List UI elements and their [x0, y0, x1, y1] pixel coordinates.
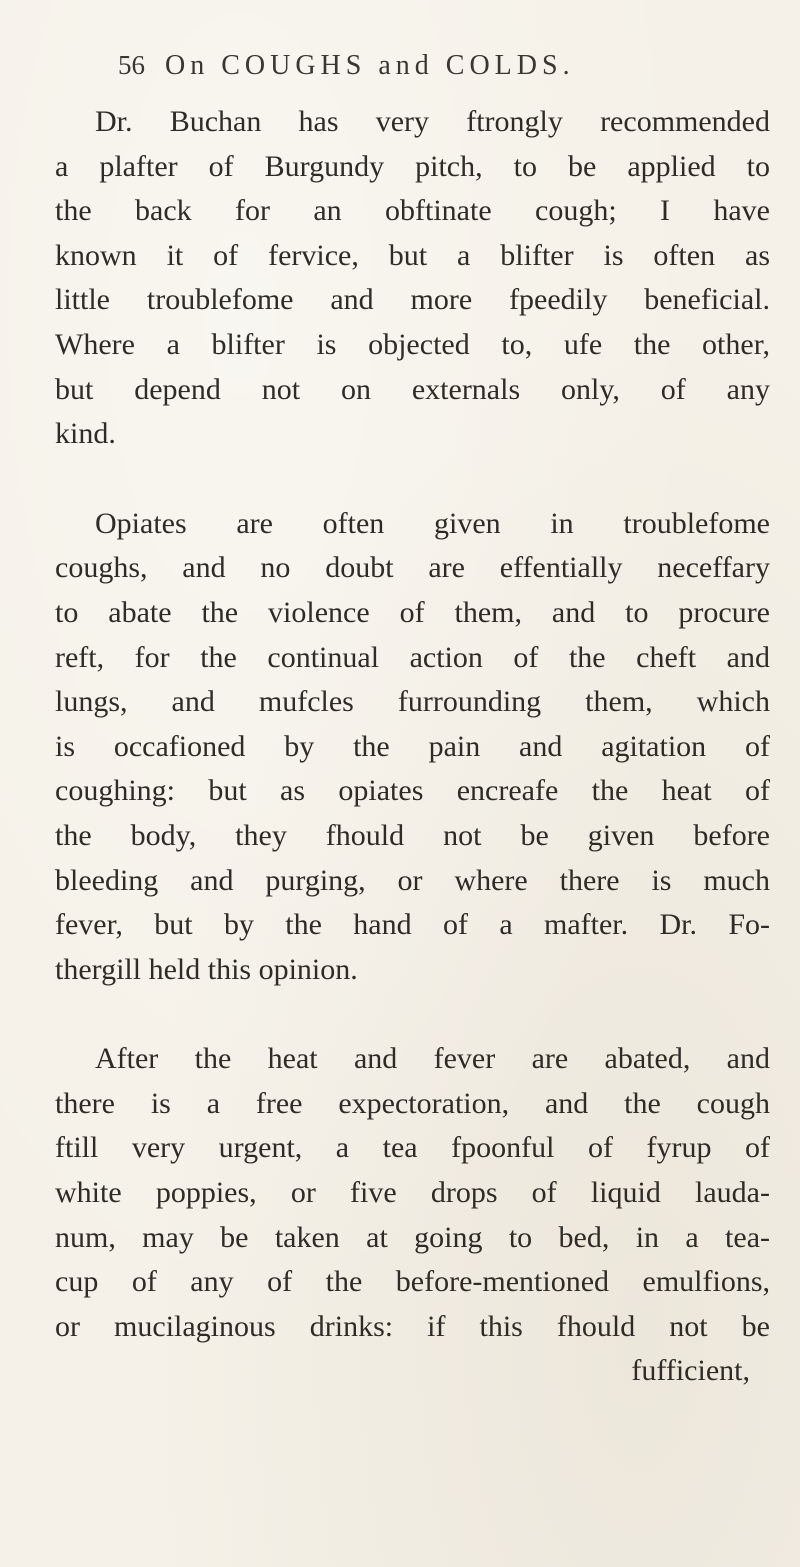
text-line: ftill very urgent, a tea fpoonful of fyrup of	[55, 1131, 770, 1165]
text-line: known it of fervice, but a blifter is often as	[55, 238, 770, 272]
text-line: Opiates are often given in troublefome	[95, 506, 770, 540]
text-line: the body, they fhould not be given before	[55, 818, 770, 852]
catchword: fufficient,	[631, 1354, 750, 1388]
text-line: little troublefome and more fpeedily beneficial.	[55, 283, 770, 317]
page-header	[118, 50, 678, 82]
text-line: coughs, and no doubt are effentially neceffary	[55, 551, 770, 585]
text-line: fever, but by the hand of a mafter. Dr. Fo-	[55, 908, 770, 942]
text-line: coughing: but as opiates encreafe the heat of	[55, 774, 770, 808]
text-line: a plafter of Burgundy pitch, to be applied to	[55, 149, 770, 183]
text-line: bleeding and purging, or where there is much	[55, 863, 770, 897]
page-number: 56	[118, 50, 145, 80]
text-line: the back for an obftinate cough; I have	[55, 194, 770, 228]
text-line: kind.	[55, 417, 116, 451]
text-line: Dr. Buchan has very ftrongly recommended	[95, 105, 770, 138]
text-line: thergill held this opinion.	[55, 952, 358, 986]
text-line: reft, for the continual action of the cheft and	[55, 640, 770, 674]
paragraph-expectoration	[55, 1037, 770, 1349]
text-line: or mucilaginous drinks: if this fhould not be	[55, 1309, 770, 1343]
paragraph-blister	[55, 100, 770, 457]
running-title: On COUGHS and COLDS.	[165, 50, 575, 81]
paragraph-opiates	[55, 502, 770, 993]
text-line: to abate the violence of them, and to procure	[55, 595, 770, 629]
text-line: Where a blifter is objected to, ufe the other,	[55, 327, 770, 361]
text-line: but depend not on externals only, of any	[55, 372, 770, 406]
text-line: white poppies, or five drops of liquid lauda-	[55, 1176, 770, 1210]
body-text	[55, 100, 770, 1394]
text-line: After the heat and fever are abated, and	[95, 1042, 770, 1076]
text-line: is occafioned by the pain and agitation of	[55, 729, 770, 763]
text-line: num, may be taken at going to bed, in a tea-	[55, 1220, 770, 1254]
text-line: lungs, and mufcles furrounding them, which	[55, 685, 770, 719]
text-line: there is a free expectoration, and the cough	[55, 1086, 770, 1120]
text-line: cup of any of the before-mentioned emulfions,	[55, 1265, 770, 1299]
